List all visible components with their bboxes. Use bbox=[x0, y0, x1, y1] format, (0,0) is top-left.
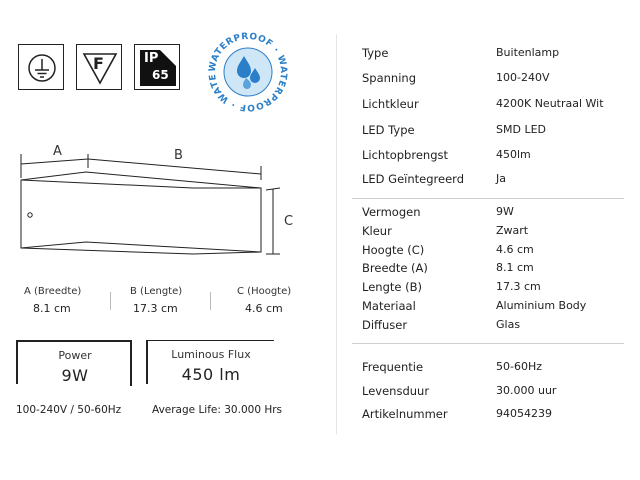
spec-value: 100-240V bbox=[496, 71, 550, 84]
spec-row bbox=[362, 360, 622, 378]
luminous-flux-box bbox=[146, 340, 274, 384]
dim-label-a: A bbox=[53, 144, 62, 159]
ip65-icon-box bbox=[134, 44, 180, 90]
water-drop-icon bbox=[206, 30, 290, 114]
spec-value: 9W bbox=[496, 205, 514, 218]
spec-row bbox=[362, 299, 622, 317]
spec-label: Lichtopbrengst bbox=[362, 148, 448, 162]
earth-ground-icon bbox=[19, 45, 65, 91]
lamp-outline-drawing bbox=[18, 140, 308, 270]
spec-value: 50-60Hz bbox=[496, 360, 543, 373]
power-value: 9W bbox=[61, 366, 89, 385]
earth-ground-icon-box bbox=[18, 44, 64, 90]
dim-a-name: A (Breedte) bbox=[24, 286, 82, 297]
spec-row bbox=[362, 172, 622, 190]
f-mark-icon-box bbox=[76, 44, 122, 90]
dim-c-value: 4.6 cm bbox=[245, 302, 283, 315]
spec-value: SMD LED bbox=[496, 123, 546, 136]
spec-value: 94054239 bbox=[496, 407, 552, 420]
luminous-flux-title: Luminous Flux bbox=[171, 348, 251, 361]
spec-row bbox=[362, 97, 622, 115]
spec-row bbox=[362, 280, 622, 298]
spec-value: Ja bbox=[496, 172, 506, 185]
spec-row bbox=[362, 407, 622, 425]
f-mark-letter: F bbox=[93, 54, 104, 73]
spec-label: Artikelnummer bbox=[362, 407, 448, 421]
spec-label: LED Geïntegreerd bbox=[362, 172, 464, 186]
spec-value: 8.1 cm bbox=[496, 261, 534, 274]
spec-row bbox=[362, 123, 622, 141]
spec-value: 30.000 uur bbox=[496, 384, 557, 397]
spec-value: 17.3 cm bbox=[496, 280, 541, 293]
dim-label-b: B bbox=[174, 148, 183, 163]
spec-row bbox=[362, 261, 622, 279]
ip-label: IP bbox=[144, 51, 159, 66]
spec-label: Vermogen bbox=[362, 205, 421, 219]
spec-value: Zwart bbox=[496, 224, 529, 237]
spec-row bbox=[362, 384, 622, 402]
dim-divider-1 bbox=[110, 292, 111, 310]
spec-row bbox=[362, 205, 622, 223]
power-title: Power bbox=[58, 349, 92, 362]
average-life-text: Average Life: 30.000 Hrs bbox=[152, 404, 283, 416]
spec-label: Type bbox=[362, 46, 389, 60]
luminous-flux-value: 450 lm bbox=[181, 365, 241, 384]
spec-label: Lengte (B) bbox=[362, 280, 422, 294]
dimension-drawing bbox=[18, 140, 308, 270]
spec-label: Diffuser bbox=[362, 318, 408, 332]
waterproof-badge bbox=[206, 30, 290, 114]
column-divider bbox=[336, 34, 337, 434]
spec-value: Glas bbox=[496, 318, 521, 331]
spec-label: Kleur bbox=[362, 224, 392, 238]
spec-separator bbox=[352, 343, 624, 344]
spec-row bbox=[362, 243, 622, 261]
spec-row bbox=[362, 46, 622, 64]
spec-label: Materiaal bbox=[362, 299, 416, 313]
ip-number: 65 bbox=[152, 68, 169, 82]
power-box bbox=[16, 340, 132, 384]
spec-label: Spanning bbox=[362, 71, 417, 85]
voltage-frequency-text: 100-240V / 50-60Hz bbox=[16, 404, 122, 416]
spec-row bbox=[362, 224, 622, 242]
spec-value: Buitenlamp bbox=[496, 46, 560, 59]
spec-label: Hoogte (C) bbox=[362, 243, 425, 257]
dim-a-value: 8.1 cm bbox=[33, 302, 71, 315]
spec-separator bbox=[352, 198, 624, 199]
spec-label: Lichtkleur bbox=[362, 97, 419, 111]
spec-value: 4200K Neutraal Wit bbox=[496, 97, 604, 110]
spec-label: Frequentie bbox=[362, 360, 424, 374]
dim-divider-2 bbox=[210, 292, 211, 310]
dim-b-value: 17.3 cm bbox=[133, 302, 178, 315]
dim-b-name: B (Lengte) bbox=[130, 286, 183, 297]
spec-label: LED Type bbox=[362, 123, 415, 137]
spec-value: 4.6 cm bbox=[496, 243, 534, 256]
dim-c-name: C (Hoogte) bbox=[237, 286, 292, 297]
spec-label: Levensduur bbox=[362, 384, 430, 398]
dim-label-c: C bbox=[284, 214, 294, 229]
spec-value: Aluminium Body bbox=[496, 299, 587, 312]
spec-row bbox=[362, 148, 622, 166]
spec-row bbox=[362, 318, 622, 336]
spec-value: 450lm bbox=[496, 148, 531, 161]
waterproof-ring-text: WATERPROOF · WATERPROOF · WATE bbox=[207, 31, 289, 113]
spec-label: Breedte (A) bbox=[362, 261, 428, 275]
spec-row bbox=[362, 71, 622, 89]
